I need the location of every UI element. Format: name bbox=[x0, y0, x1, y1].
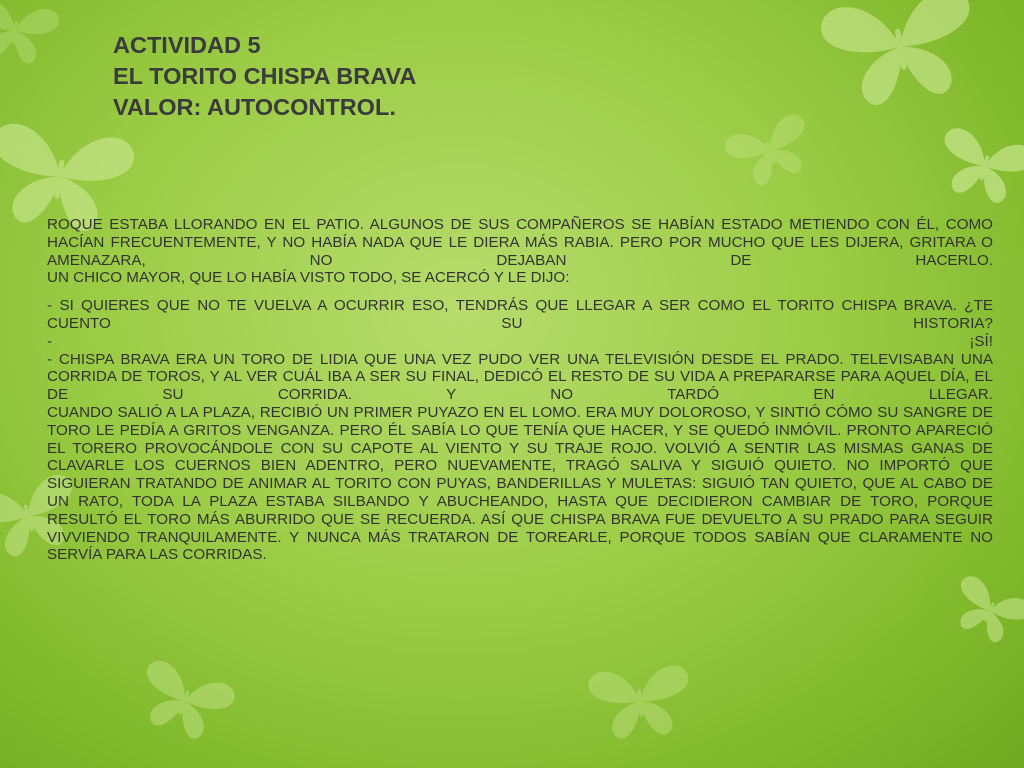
story-paragraph: - SI QUIERES QUE NO TE VUELVA A OCURRIR ESO, TENDRÁS QUE LLEGAR A SER COMO EL TORITO CHISPA BRAVA. ¿TE CUENTO SU HISTORIA? bbox=[47, 297, 993, 332]
butterfly-icon bbox=[587, 664, 693, 741]
butterfly-icon bbox=[0, 0, 61, 67]
story-text bbox=[47, 216, 993, 564]
butterfly-icon bbox=[932, 125, 1024, 209]
title-line-activity: ACTIVIDAD 5 bbox=[113, 32, 261, 58]
butterfly-icon bbox=[818, 0, 984, 112]
story-paragraph: - CHISPA BRAVA ERA UN TORO DE LIDIA QUE UNA VEZ PUDO VER UNA TELEVISIÓN DESDE EL PRADO. TELEVISABAN UNA CORRIDA DE TOROS, Y AL VER CUÁL IBA A SER SU FINAL, DEDICÓ EL RESTO DE SU VIDA A PREPARARSE PARA AQUEL DÍA, EL DE SU CORRIDA. Y NO TARDÓ EN LLEGAR. bbox=[47, 350, 993, 404]
story-paragraph: UN CHICO MAYOR, QUE LO HABÍA VISTO TODO, SE ACERCÓ Y LE DIJO: bbox=[47, 269, 570, 287]
butterfly-icon bbox=[722, 111, 820, 193]
story-paragraph: - ¡SÍ! bbox=[47, 332, 993, 350]
story-paragraph: CUANDO SALIÓ A LA PLAZA, RECIBIÓ UN PRIMER PUYAZO EN EL LOMO. ERA MUY DOLOROSO, Y SINTIÓ CÓMO SU SANGRE DE TORO LE PEDÍA A GRITOS VENGANZA. PERO ÉL SABÍA LO QUE TENÍA QUE HACER, Y SE QUEDÓ INMÓVIL. PRONTO APARECIÓ EL TORERO PROVOCÁNDOLE CON SU CAPOTE AL VIENTO Y SU TRAJE ROJO. VOLVIÓ A SENTIR LAS MISMAS GANAS DE CLAVARLE LOS CUERNOS BIEN ADENTRO, PERO NUEVAMENTE, TRAGÓ SALIVA Y SIGUIÓ QUIETO. NO IMPORTÓ QUE SIGUIERAN TRATANDO DE ANIMAR AL TORITO CON PUYAS, BANDERILLAS Y MULETAS: SIGUIÓ TAN QUIETO, QUE AL CABO DE UN RATO, TODA LA PLAZA ESTABA SILBANDO Y ABUCHEANDO, HASTA QUE DECIDIERON CAMBIAR DE TORO, PORQUE RESULTÓ EL TORO MÁS ABURRIDO QUE SE RECUERDA. ASÍ QUE CHISPA BRAVA FUE DEVUELTO A SU PRADO PARA SEGUIR VIVVIENDO TRANQUILAMENTE. Y NUNCA MÁS TRATARON DE TOREARLE, PORQUE TODOS SABÍAN QUE CLARAMENTE NO SERVÍA PARA LAS CORRIDAS. bbox=[47, 403, 993, 564]
title-line-value: VALOR: AUTOCONTROL. bbox=[113, 94, 396, 120]
story-paragraph: ROQUE ESTABA LLORANDO EN EL PATIO. ALGUNOS DE SUS COMPAÑEROS SE HABÍAN ESTADO METIENDO CON ÉL, COMO HACÍAN FRECUENTEMENTE, Y NO HABÍA NADA QUE LE DIERA MÁS RABIA. PERO POR MUCHO QUE LES DIJERA, GRITARA O AMENAZARA, NO DEJABAN DE HACERLO. bbox=[47, 216, 993, 269]
slide-title bbox=[113, 30, 713, 123]
butterfly-icon bbox=[130, 657, 238, 747]
title-line-story: EL TORITO CHISPA BRAVA bbox=[113, 63, 417, 89]
butterfly-icon bbox=[944, 573, 1024, 651]
